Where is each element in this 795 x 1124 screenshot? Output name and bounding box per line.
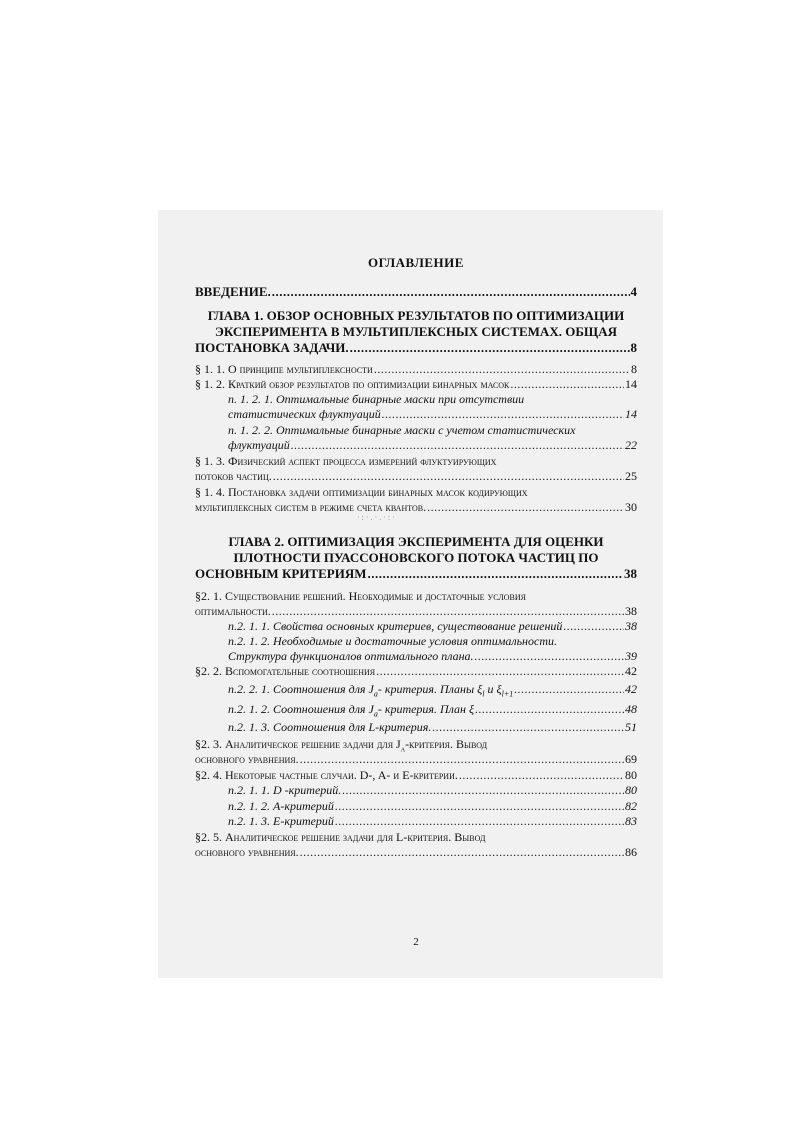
- chapter1-heading-line2: ЭКСПЕРИМЕНТА В МУЛЬТИПЛЕКСНЫХ СИСТЕМАХ. ОБЩАЯ: [215, 324, 617, 339]
- toc-intro-label: ВВЕДЕНИЕ.: [195, 284, 271, 299]
- toc-entry-2-1-1[interactable]: п.2. 1. 1. Свойства основных критериев, существование решений ..... 38: [228, 619, 637, 634]
- leader-dots: [367, 566, 623, 582]
- leader-dots: [291, 438, 624, 453]
- leader-dots: [342, 783, 624, 798]
- leader-dots: [273, 469, 624, 484]
- chapter2-heading-line2: ПЛОТНОСТИ ПУАССОНОВСКОГО ПОТОКА ЧАСТИЦ ПО: [233, 550, 599, 565]
- toc-intro-page: 4: [630, 284, 637, 299]
- toc-entry-2-3-line1: §2. 3. Аналитическое решение задачи для $J_a$-критерия. Вывод: [195, 737, 488, 754]
- leader-dots: [475, 702, 624, 717]
- toc-entry-2-4-1[interactable]: п.2. 1. 1. D -критерий. ..... 80: [228, 783, 637, 798]
- leader-dots: [563, 619, 624, 634]
- scan-smudge: ·:·.·.·:·: [357, 513, 397, 522]
- toc-entry-1-2[interactable]: § 1. 2. Краткий обзор результатов по оптимизации бинарных масок ..... 14: [195, 377, 637, 392]
- toc-entry-2-5-line1: §2. 5. Аналитическое решение задачи для L-критерия. Вывод: [195, 830, 486, 844]
- toc-entry-2-1-3[interactable]: п.2. 1. 3. Соотношения для L-критерия. ..... 51: [228, 720, 637, 735]
- toc-entry-2-3[interactable]: основного уравнения. ..... 69: [195, 752, 637, 767]
- toc-entry-2-4[interactable]: §2. 4. Некоторые частные случаи. D-, A- и E-критерии. ..... 80: [195, 768, 637, 783]
- leader-dots: [376, 664, 624, 679]
- toc-entry-1-2-1[interactable]: статистических флуктуаций ..... 14: [228, 407, 637, 422]
- leader-dots: [432, 720, 624, 735]
- leader-dots: [510, 377, 624, 392]
- toc-entry-1-3-line1: § 1. 3. Физический аспект процесса измерений флуктуирующих: [195, 454, 497, 468]
- chapter1-heading-last: ПОСТАНОВКА ЗАДАЧИ.: [195, 340, 349, 355]
- chapter1-heading-line3[interactable]: [195, 340, 637, 356]
- toc-entry-2-5[interactable]: основного уравнения. ..... 86: [195, 845, 637, 860]
- toc-entry-2-1-2[interactable]: Структура функционалов оптимального плана. ..... 39: [228, 649, 637, 664]
- leader-dots: [374, 362, 630, 377]
- leader-dots: [350, 340, 630, 356]
- leader-dots: [514, 682, 624, 697]
- leader-dots: [300, 752, 624, 767]
- toc-entry-2-4-2[interactable]: п.2. 1. 2. A-критерий ..... 82: [228, 799, 637, 814]
- toc-entry-2-2-1[interactable]: п.2. 2. 1. Соотношения для $J_a-$ критерия. Планы $\xi_l$ и $\xi_{l+1}$ ..... 42: [228, 682, 637, 701]
- chapter2-heading-line3[interactable]: [195, 566, 637, 582]
- toc-entry-1-3[interactable]: потоков частиц. ..... 25: [195, 469, 637, 484]
- chapter2-heading-line1: ГЛАВА 2. ОПТИМИЗАЦИЯ ЭКСПЕРИМЕНТА ДЛЯ ОЦЕНКИ: [228, 534, 604, 549]
- toc-entry-2-1-2b[interactable]: п.2. 1. 2. Соотношения для $J_a-$ критерия. План ξ ..... 48: [228, 702, 637, 721]
- toc-entry-1-2-2-line1: п. 1. 2. 2. Оптимальные бинарные маски с учетом статистических: [228, 423, 576, 437]
- toc-intro[interactable]: [195, 284, 637, 300]
- leader-dots: [272, 604, 624, 619]
- toc-entry-2-4-3[interactable]: п.2. 1. 3. E-критерий ..... 83: [228, 814, 637, 829]
- page-number: 2: [413, 936, 419, 948]
- toc-entry-2-2[interactable]: §2. 2. Вспомогательные соотношения ..... 42: [195, 664, 637, 679]
- chapter2-heading-last: ОСНОВНЫМ КРИТЕРИЯМ: [195, 566, 367, 581]
- toc-entry-2-1[interactable]: оптимальности. ..... 38: [195, 604, 637, 619]
- leader-dots: [300, 845, 624, 860]
- chapter1-heading-line1: ГЛАВА 1. ОБЗОР ОСНОВНЫХ РЕЗУЛЬТАТОВ ПО ОПТИМИЗАЦИИ: [207, 308, 625, 323]
- toc-entry-2-1-line1: §2. 1. Существование решений. Необходимые и достаточные условия: [195, 589, 526, 603]
- toc-title: ОГЛАВЛЕНИЕ: [368, 255, 464, 270]
- leader-dots: [335, 814, 624, 829]
- leader-dots: [272, 284, 630, 300]
- toc-entry-1-2-2[interactable]: флуктуаций ..... 22: [228, 438, 637, 453]
- toc-entry-1-2-1-line1: п. 1. 2. 1. Оптимальные бинарные маски при отсутствии: [228, 392, 525, 406]
- toc-entry-2-1-2-line1: п.2. 1. 2. Необходимые и достаточные условия оптимальности.: [228, 634, 557, 648]
- leader-dots: [335, 799, 624, 814]
- chapter1-page: 8: [630, 340, 637, 355]
- toc-entry-1-1[interactable]: § 1. 1. О принципе мультиплексности ..... 8: [195, 362, 637, 377]
- toc-entry-1-4[interactable]: мультиплексных систем в режиме счета квантов. ..... 30: [195, 500, 637, 515]
- leader-dots: [382, 407, 624, 422]
- leader-dots: [427, 500, 624, 515]
- leader-dots: [475, 649, 624, 664]
- toc-entry-1-4-line1: § 1. 4. Постановка задачи оптимизации бинарных масок кодирующих: [195, 485, 528, 499]
- chapter2-page: 38: [624, 566, 637, 581]
- leader-dots: [459, 768, 624, 783]
